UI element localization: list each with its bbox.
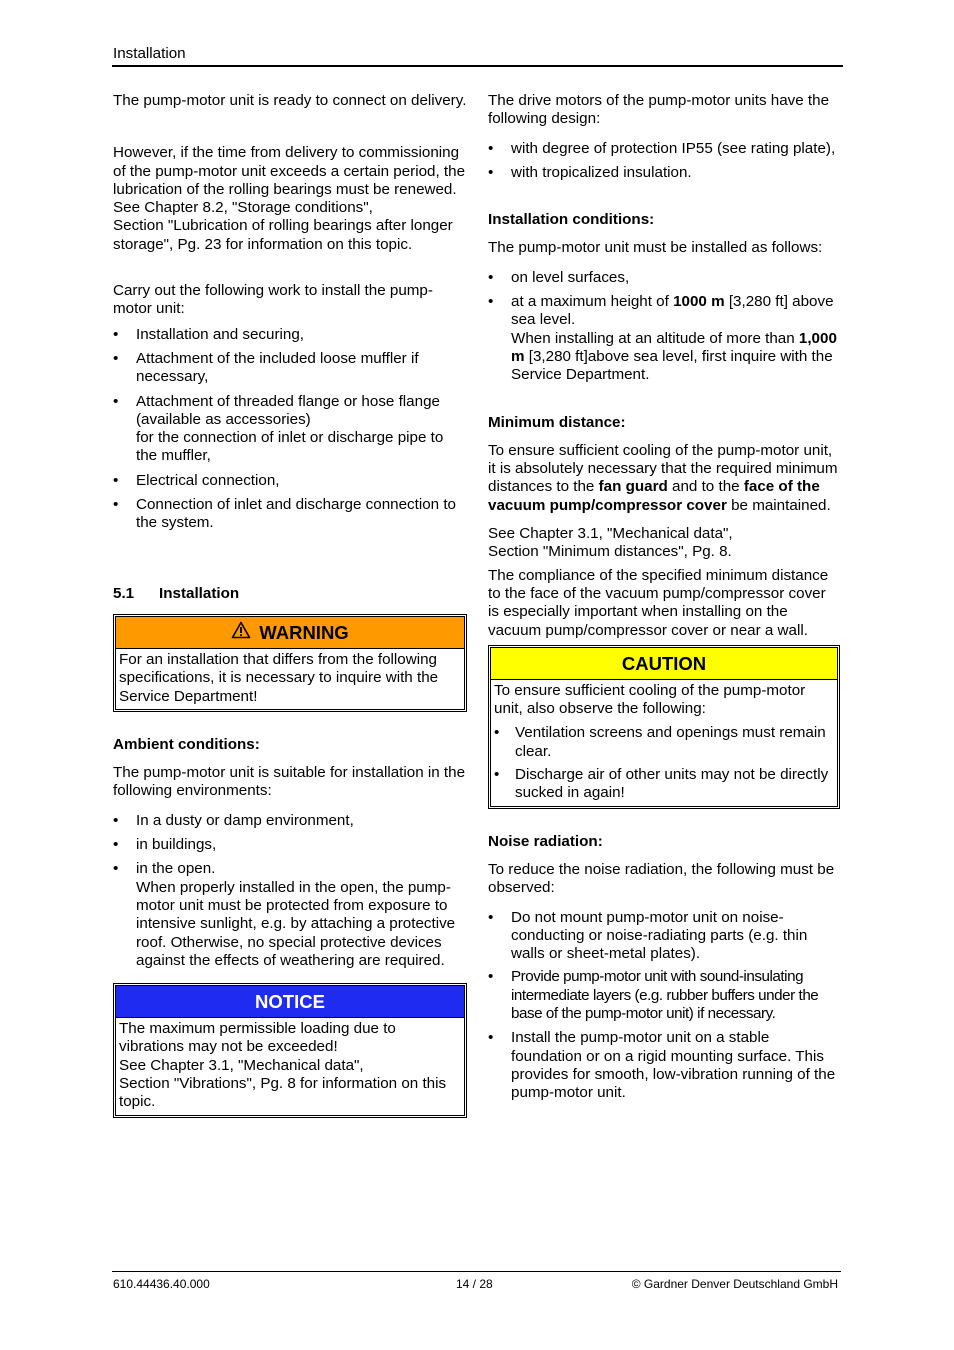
paragraph-however: However, if the time from delivery to commissioning of the pump-motor unit exceeds a certain period, the lubrication of the rolling bearings must be renewed. [113, 144, 466, 198]
cover-face-term: face of the vacuum pump/compressor cover [488, 478, 820, 514]
list-item: • Ventilation screens and openings must remain clear. [494, 724, 836, 761]
compliance-paragraph: The compliance of the specified minimum distance to the face of the vacuum pump/compressor cover is especially important when installing on the vacuum pump/compressor cover or near a wall. [488, 566, 829, 639]
right-column [488, 92, 840, 1102]
notice-line: Section "Vibrations", Pg. 8 for information on this topic. [119, 1074, 447, 1111]
list-item: • In a dusty or damp environment, [113, 812, 467, 830]
altitude-text-end: [3,280 ft]above sea level, first inquire with the Service Department. [511, 347, 833, 384]
caution-bar: CAUTION [491, 648, 837, 680]
noise-list [488, 909, 840, 1103]
list-item-continuation: for the connection of inlet or discharge pipe to the muffler, [136, 429, 444, 465]
list-item-continuation: When properly installed in the open, the pump-motor unit must be protected from exposure to intensive sunlight, e.g. by attaching a protective roof. Otherwise, no special protective devices against the effects of weathering are required. [136, 878, 456, 969]
warning-triangle-icon [231, 617, 251, 648]
minimum-distance-paragraph [488, 442, 840, 515]
list-item: • Provide pump-motor unit with sound-insulating intermediate layers (e.g. rubber buffers under the base of the pump-motor unit) if necessary. [488, 968, 840, 1023]
list-item: • Do not mount pump-motor unit on noise-conducting or noise-radiating parts (e.g. thin walls or sheet-metal plates). [488, 909, 840, 964]
caution-content [491, 680, 837, 806]
caution-list [494, 724, 836, 802]
list-item: • with tropicalized insulation. [488, 164, 840, 182]
list-item-text: Attachment of threaded flange or hose flange (available as accessories) [136, 392, 440, 428]
text-run: and to the [667, 478, 744, 496]
installation-intro: The pump-motor unit must be installed as follows: [488, 239, 823, 257]
section-number: 5.1 [113, 584, 135, 602]
list-item [488, 293, 840, 384]
page-header-title: Installation [113, 45, 186, 62]
minimum-see-chapter: See Chapter 3.1, "Mechanical data", [488, 525, 733, 543]
page-number: 14 / 28 [456, 1277, 493, 1291]
height-text: at a maximum height of [511, 293, 674, 311]
footer-rule [112, 1271, 841, 1272]
paragraph-ready: The pump-motor unit is ready to connect on delivery. [113, 92, 467, 109]
notice-box [113, 983, 467, 1117]
environment-list [113, 812, 467, 970]
notice-content [116, 1018, 464, 1114]
minimum-see-section: Section "Minimum distances", Pg. 8. [488, 543, 732, 561]
paragraph-see-chapter: See Chapter 8.2, "Storage conditions", [113, 199, 373, 217]
section-heading [113, 585, 467, 603]
text-run: be maintained. [726, 496, 831, 514]
warning-label: WARNING [259, 621, 349, 643]
noise-intro: To reduce the noise radiation, the following must be observed: [488, 860, 835, 897]
installation-conditions-heading: Installation conditions: [488, 211, 655, 229]
list-item: • Attachment of the included loose muffler if necessary, [113, 350, 467, 387]
list-item-text: in the open. [136, 860, 216, 878]
work-list [113, 326, 467, 533]
height-value: 1000 m [673, 293, 725, 311]
left-column [113, 92, 467, 1118]
minimum-distance-heading: Minimum distance: [488, 413, 626, 431]
installation-list [488, 269, 840, 385]
ambient-heading: Ambient conditions: [113, 735, 260, 753]
notice-line: See Chapter 3.1, "Mechanical data", [119, 1056, 364, 1074]
caution-box [488, 645, 840, 809]
warning-box [113, 614, 467, 712]
list-item: • on level surfaces, [488, 269, 840, 287]
notice-line: The maximum permissible loading due to vibrations may not be exceeded! [119, 1020, 396, 1056]
motors-intro: The drive motors of the pump-motor units have the following design: [488, 92, 830, 128]
notice-bar: NOTICE [116, 986, 464, 1018]
caution-intro: To ensure sufficient cooling of the pump-motor unit, also observe the following: [494, 681, 806, 718]
paragraph-carry-out: Carry out the following work to install the pump-motor unit: [113, 282, 433, 318]
warning-bar [116, 617, 464, 649]
list-item: • Discharge air of other units may not be directly sucked in again! [494, 766, 836, 803]
list-item: • with degree of protection IP55 (see rating plate), [488, 140, 840, 158]
list-item: • Connection of inlet and discharge connection to the system. [113, 496, 467, 533]
copyright: © Gardner Denver Deutschland GmbH [631, 1277, 838, 1291]
list-item [113, 393, 467, 466]
document-number: 610.44436.40.000 [113, 1277, 210, 1291]
list-item: • Installation and securing, [113, 326, 467, 344]
list-item: • Electrical connection, [113, 472, 467, 490]
list-item: • in buildings, [113, 836, 467, 854]
section-title: Installation [159, 584, 240, 602]
height-text-end: [3,280 ft] above sea level. [511, 293, 834, 329]
altitude-text: When installing at an altitude of more than [511, 329, 799, 347]
altitude-value: 1,000 m [511, 329, 837, 365]
header-rule [112, 65, 843, 67]
text-run: To ensure sufficient cooling of the pump-motor unit, it is absolutely necessary that the required minimum distances to the [488, 441, 838, 496]
list-item [113, 860, 467, 970]
fan-guard-term: fan guard [598, 478, 668, 496]
paragraph-see-section: Section "Lubrication of rolling bearings after longer storage", Pg. 23 for information on this topic. [113, 217, 453, 253]
ambient-intro: The pump-motor unit is suitable for installation in the following environments: [113, 764, 466, 800]
noise-heading: Noise radiation: [488, 832, 603, 850]
motor-design-list [488, 140, 840, 183]
warning-text: For an installation that differs from the following specifications, it is necessary to inquire with the Service Department! [119, 650, 439, 705]
list-item: • Install the pump-motor unit on a stable foundation or on a rigid mounting surface. This provides for smooth, low-vibration running of the pump-motor unit. [488, 1029, 840, 1102]
